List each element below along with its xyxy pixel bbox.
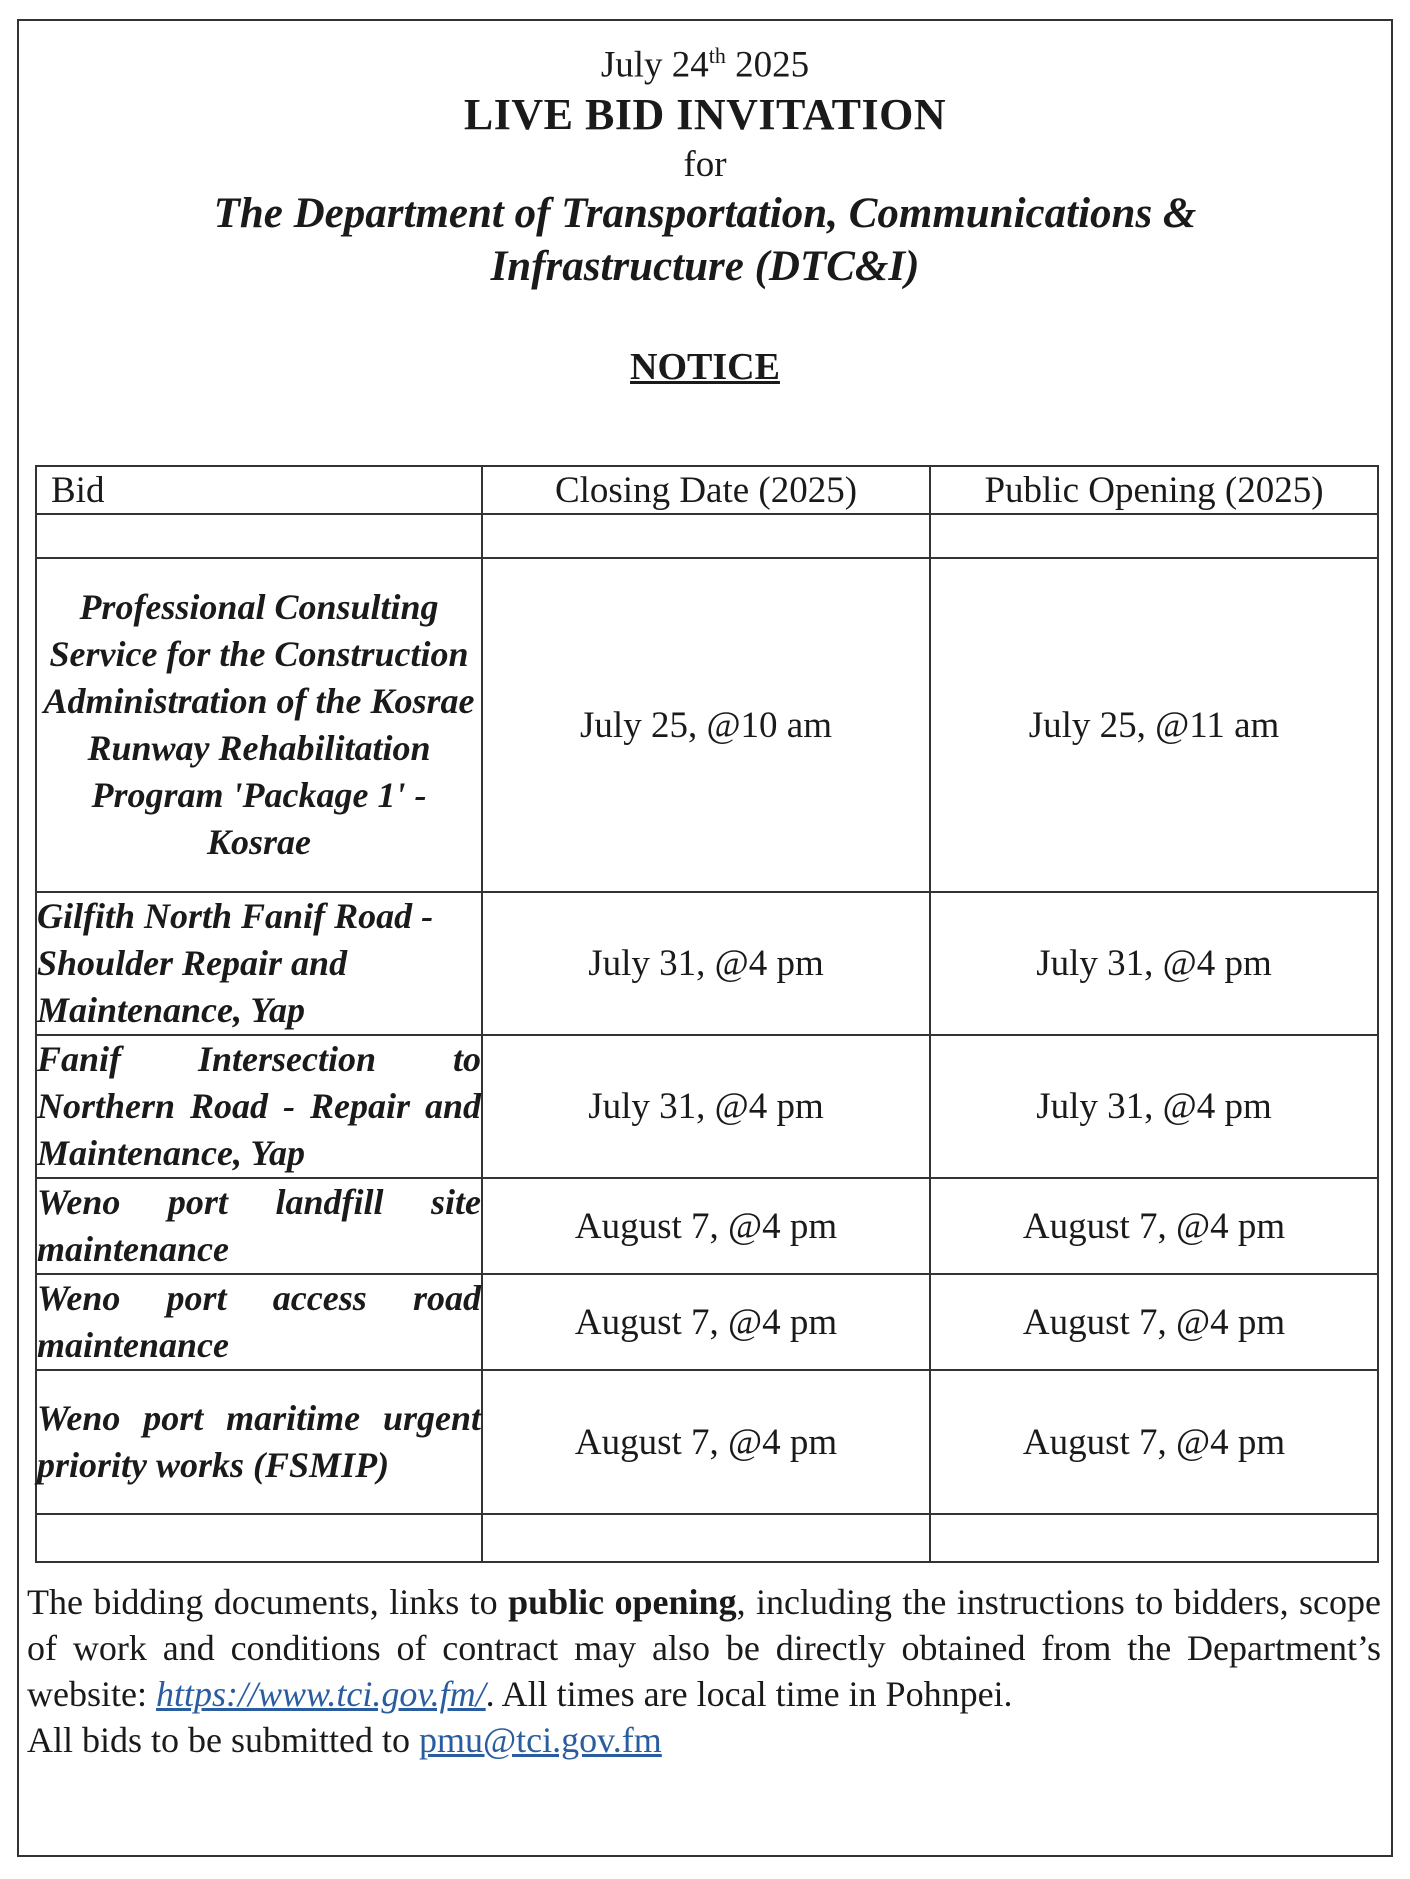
table-spacer-row	[36, 1514, 1378, 1562]
notice-heading: NOTICE	[630, 346, 780, 388]
public-opening-date: August 7, @4 pm	[930, 1274, 1378, 1370]
table-row	[36, 558, 1378, 892]
public-opening-date: August 7, @4 pm	[930, 1370, 1378, 1514]
closing-date: July 31, @4 pm	[482, 892, 930, 1035]
table-spacer-row	[36, 514, 1378, 558]
email-link[interactable]: pmu@tci.gov.fm	[419, 1720, 662, 1760]
website-link[interactable]: https://www.tci.gov.fm/	[155, 1674, 486, 1714]
table-row	[36, 1178, 1378, 1274]
department-name: The Department of Transportation, Communications & Infrastructure (DTC&I)	[213, 190, 1197, 290]
closing-date: August 7, @4 pm	[482, 1370, 930, 1514]
bid-title: Weno port landfill site maintenance	[36, 1178, 482, 1274]
table-row	[36, 1035, 1378, 1178]
closing-date: July 31, @4 pm	[482, 1035, 930, 1178]
closing-date: July 25, @10 am	[482, 558, 930, 892]
bid-title: Weno port maritime urgent priority works (FSMIP)	[36, 1370, 482, 1514]
table-row	[36, 892, 1378, 1035]
public-opening-date: August 7, @4 pm	[930, 1178, 1378, 1274]
column-header-bid: Bid	[36, 466, 482, 514]
public-opening-date: July 31, @4 pm	[930, 892, 1378, 1035]
public-opening-date: July 25, @11 am	[930, 558, 1378, 892]
bid-title: Weno port access road maintenance	[36, 1274, 482, 1370]
notice-date: July 24th 2025	[600, 43, 810, 86]
closing-date: August 7, @4 pm	[482, 1178, 930, 1274]
closing-date: August 7, @4 pm	[482, 1274, 930, 1370]
for-text: for	[683, 144, 727, 185]
footer-text: The bidding documents, links to public opening, including the instructions to bidders, scope of work and conditions of contract may also be directly obtained from the Department’s website: https://www.tci.gov.fm/. All times are local time in Pohnpei. All bids to be submitted to pmu@tci.gov.fm	[27, 1582, 1381, 1760]
bid-title: Professional Consulting Service for the Construction Administration of the Kosrae Runway Rehabilitation Program 'Package 1' - Kosrae	[36, 558, 482, 892]
bids-table	[35, 465, 1379, 1563]
bid-title: Gilfith North Fanif Road - Shoulder Repair and Maintenance, Yap	[36, 892, 482, 1035]
table-row	[36, 1274, 1378, 1370]
page-title: LIVE BID INVITATION	[463, 90, 947, 139]
table-header-row	[36, 466, 1378, 514]
notice-frame	[17, 19, 1393, 1857]
column-header-opening: Public Opening (2025)	[930, 466, 1378, 514]
public-opening-date: July 31, @4 pm	[930, 1035, 1378, 1178]
bid-title: Fanif Intersection to Northern Road - Repair and Maintenance, Yap	[36, 1035, 482, 1178]
table-row	[36, 1370, 1378, 1514]
column-header-closing: Closing Date (2025)	[482, 466, 930, 514]
